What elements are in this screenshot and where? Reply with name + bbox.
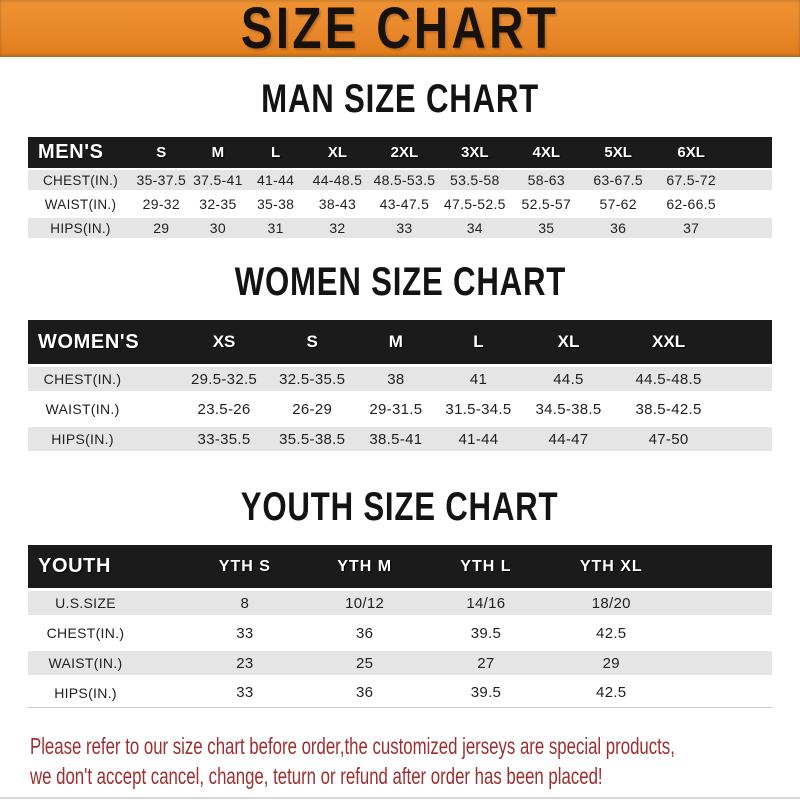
women-column-header-l: L <box>436 320 520 364</box>
row-label: HIPS(IN.) <box>28 678 185 708</box>
size-value: 39.5 <box>470 624 502 642</box>
empty-cell <box>728 192 772 216</box>
size-value: 32.5-35.5 <box>269 364 355 394</box>
men-column-header-xl: XL <box>305 137 370 168</box>
women-header-row <box>28 320 772 364</box>
row-label: HIPS(IN.) <box>28 216 133 240</box>
size-value: 38-43 <box>318 196 357 212</box>
youth-row-u-s-size <box>28 588 772 618</box>
size-value: 10/12 <box>305 588 425 618</box>
disclaimer-line-1: Please refer to our size chart before order,the customized jerseys are special products, <box>30 733 675 759</box>
size-value: 62-66.5 <box>666 196 716 212</box>
size-value: 43-47.5 <box>379 196 430 212</box>
row-label: HIPS(IN.) <box>28 424 179 454</box>
women-column-header-xs: XS <box>179 320 269 364</box>
size-value: 32 <box>305 216 370 240</box>
men-size-grid <box>28 137 772 240</box>
size-value: 63-67.5 <box>582 168 654 192</box>
row-label: WAIST(IN.) <box>45 401 120 417</box>
empty-cell <box>721 364 772 394</box>
size-value: 34.5-38.5 <box>535 400 602 418</box>
size-value: 32-35 <box>199 196 237 212</box>
size-value: 29 <box>547 648 675 678</box>
women-section-heading <box>0 260 800 304</box>
size-value: 42.5 <box>547 678 675 708</box>
empty-header-cell <box>728 137 772 168</box>
men-column-header-2xl: 2XL <box>370 137 439 168</box>
size-value: 44-47 <box>521 424 617 454</box>
empty-cell <box>675 678 772 708</box>
size-value: 27 <box>425 648 548 678</box>
size-value: 30 <box>190 216 247 240</box>
size-value: 36 <box>305 678 425 708</box>
youth-column-header-yth-s: YTH S <box>185 545 305 588</box>
size-value: 41-44 <box>246 168 305 192</box>
empty-header-cell <box>675 545 772 588</box>
women-column-header-xl: XL <box>521 320 617 364</box>
row-label: WAIST(IN.) <box>28 648 185 678</box>
youth-size-table <box>28 545 772 708</box>
men-row-chest-in <box>28 168 772 192</box>
size-value: 35-37.5 <box>133 168 190 192</box>
youth-row-waist-in <box>28 648 772 678</box>
size-value: 29 <box>133 216 190 240</box>
men-column-header-6xl: 6XL <box>654 137 728 168</box>
women-section-heading-text: WOMEN SIZE CHART <box>234 260 566 304</box>
size-value: 29.5-32.5 <box>179 364 269 394</box>
empty-cell <box>721 424 772 454</box>
women-size-table <box>28 320 772 454</box>
empty-cell <box>675 648 772 678</box>
men-column-header-m: M <box>190 137 247 168</box>
men-size-table <box>28 137 772 240</box>
row-label: U.S.SIZE <box>28 588 185 618</box>
men-row-hips-in <box>28 216 772 240</box>
size-value: 29-32 <box>142 196 180 212</box>
bottom-edge-divider <box>0 797 800 799</box>
size-value: 18/20 <box>547 588 675 618</box>
row-label: WAIST(IN.) <box>44 196 117 212</box>
empty-cell <box>675 618 772 648</box>
banner <box>0 0 800 61</box>
size-value: 35 <box>511 216 583 240</box>
size-value: 47-50 <box>616 424 720 454</box>
size-value: 44.5-48.5 <box>616 364 720 394</box>
women-column-header-xxl: XXL <box>616 320 720 364</box>
size-value: 44-48.5 <box>305 168 370 192</box>
size-value: 31 <box>246 216 305 240</box>
size-value: 53.5-58 <box>439 168 511 192</box>
row-label: CHEST(IN.) <box>28 168 133 192</box>
youth-section-heading <box>0 485 800 529</box>
size-value: 38.5-42.5 <box>635 400 702 418</box>
order-disclaimer-note <box>30 731 800 791</box>
men-column-header-5xl: 5XL <box>582 137 654 168</box>
men-header-row <box>28 137 772 168</box>
women-row-hips-in <box>28 424 772 454</box>
size-value: 33-35.5 <box>179 424 269 454</box>
women-group-label: WOMEN'S <box>28 320 179 364</box>
men-column-header-l: L <box>246 137 305 168</box>
size-value: 42.5 <box>596 624 627 642</box>
men-column-header-4xl: 4XL <box>511 137 583 168</box>
empty-cell <box>728 216 772 240</box>
youth-row-chest-in <box>28 618 772 648</box>
youth-column-header-yth-m: YTH M <box>305 545 425 588</box>
size-value: 57-62 <box>599 196 637 212</box>
size-value: 26-29 <box>292 400 333 418</box>
size-value: 67.5-72 <box>654 168 728 192</box>
women-size-grid <box>28 320 772 454</box>
size-value: 25 <box>305 648 425 678</box>
row-label: CHEST(IN.) <box>28 364 179 394</box>
size-value: 33 <box>185 678 305 708</box>
size-value: 37 <box>654 216 728 240</box>
empty-cell <box>728 168 772 192</box>
empty-header-cell <box>721 320 772 364</box>
youth-row-hips-in <box>28 678 772 708</box>
size-value: 35.5-38.5 <box>269 424 355 454</box>
size-value: 47.5-52.5 <box>443 196 506 212</box>
men-group-label: MEN'S <box>28 137 133 168</box>
size-value: 33 <box>370 216 439 240</box>
size-value: 36 <box>582 216 654 240</box>
size-value: 35-38 <box>256 196 295 212</box>
size-value: 58-63 <box>511 168 583 192</box>
youth-size-grid <box>28 545 772 708</box>
women-column-header-s: S <box>269 320 355 364</box>
youth-column-header-yth-l: YTH L <box>425 545 548 588</box>
size-value: 23.5-26 <box>197 400 251 418</box>
banner-title: SIZE CHART <box>240 0 560 61</box>
size-value: 34 <box>439 216 511 240</box>
size-value: 36 <box>355 624 374 642</box>
men-section-heading-text: MAN SIZE CHART <box>261 77 539 121</box>
youth-group-label: YOUTH <box>28 545 185 588</box>
youth-section-heading-text: YOUTH SIZE CHART <box>241 485 559 529</box>
size-value: 14/16 <box>425 588 548 618</box>
youth-column-header-yth-xl: YTH XL <box>547 545 675 588</box>
empty-cell <box>721 394 772 424</box>
size-value: 38 <box>355 364 436 394</box>
men-row-waist-in <box>28 192 772 216</box>
size-value: 23 <box>185 648 305 678</box>
size-value: 44.5 <box>521 364 617 394</box>
size-value: 39.5 <box>425 678 548 708</box>
size-value: 33 <box>236 624 254 642</box>
empty-cell <box>675 588 772 618</box>
size-value: 29-31.5 <box>369 400 423 418</box>
disclaimer-line-2: we don't accept cancel, change, teturn or refund after order has been placed! <box>30 763 603 789</box>
size-value: 52.5-57 <box>521 196 572 212</box>
size-value: 37.5-41 <box>190 168 247 192</box>
men-column-header-s: S <box>133 137 190 168</box>
men-section-heading <box>0 77 800 121</box>
size-value: 41 <box>436 364 520 394</box>
youth-header-row <box>28 545 772 588</box>
men-column-header-3xl: 3XL <box>439 137 511 168</box>
women-row-chest-in <box>28 364 772 394</box>
women-column-header-m: M <box>355 320 436 364</box>
women-row-waist-in <box>28 394 772 424</box>
size-value: 48.5-53.5 <box>370 168 439 192</box>
size-value: 41-44 <box>436 424 520 454</box>
size-value: 8 <box>185 588 305 618</box>
size-value: 31.5-34.5 <box>445 400 512 418</box>
size-value: 38.5-41 <box>355 424 436 454</box>
row-label: CHEST(IN.) <box>46 625 125 641</box>
